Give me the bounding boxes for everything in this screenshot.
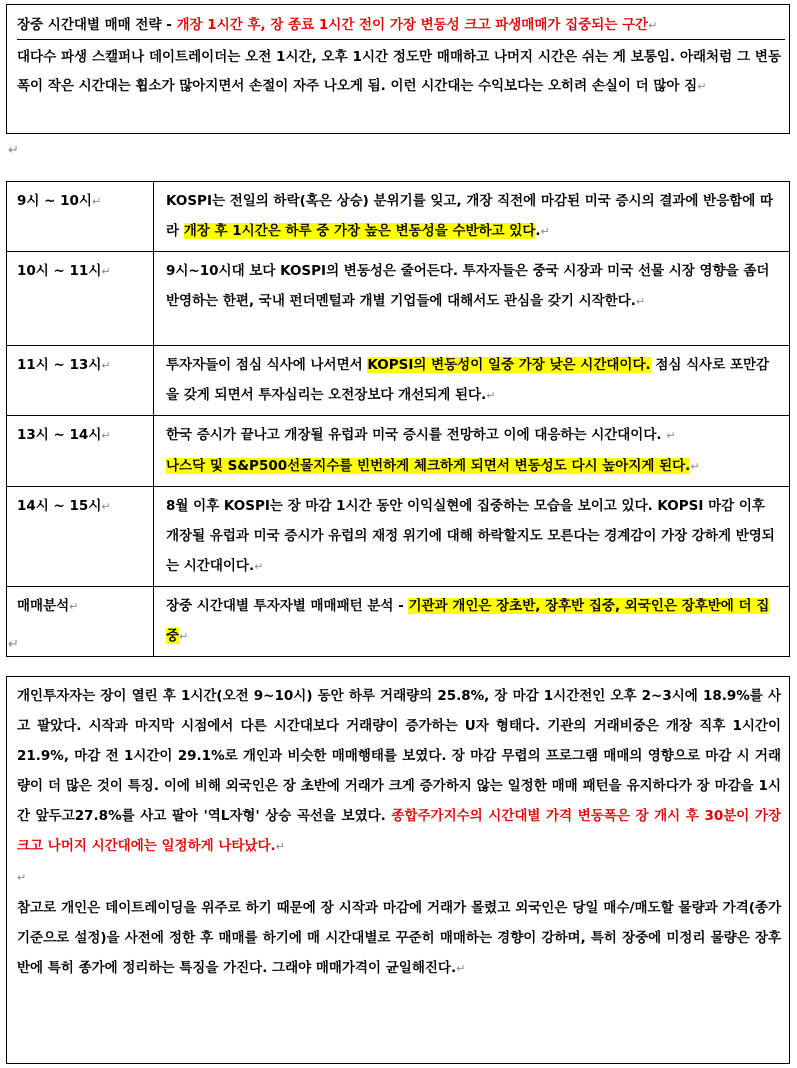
- table-row-content: [154, 346, 790, 416]
- paragraph-mark: ↵: [91, 195, 102, 208]
- row-highlight: 나스닥 및 S&P500선물지수를 빈번하게 체크하게 되면서 변동성도 다시 높아지게 된다.: [166, 458, 691, 474]
- row-highlight: 기관과 개인은 장초반, 장후반 집중, 외국인은 장후반에 더 집중: [166, 598, 770, 644]
- bottom-box: [6, 676, 790, 1064]
- table-row-label: [7, 587, 154, 657]
- paragraph-mark: ↵: [635, 295, 646, 308]
- row-text: 한국 증시가 끝나고 개장될 유럽과 미국 증시를 전망하고 이에 대응하는 시간대이다.: [166, 427, 667, 443]
- row-text: 장중 시간대별 투자자별 매매패턴 분석 -: [166, 598, 409, 614]
- table-row-label: [7, 346, 154, 416]
- paragraph-mark: ↵: [101, 429, 111, 442]
- bottom-paragraph-1: 개인투자자는 장이 열린 후 1시간(오전 9~10시) 동안 하루 거래량의 25.8%, 장 마감 1시간전인 오후 2~3시에 18.9%를 사고 팔았다. 시작과 마지막 시점에서 다른 시간대보다 거래량이 증가하는 U자 형태다. 기관의 거래비중은 개장 직후 1시간이 21.9%, 마감 전 1시간이 29.1%로 개인과 비슷한 매매행태를 보였다. 장 마감 무렵의 프로그램 매매의 영향으로 마감 시 거래량이 더 많은 것이 특징. 이에 비해 외국인은 장 초반에 거래가 크게 증가하지 않는 일정한 매매 패턴을 유지하다가 장 마감을 1시간 앞두고27.8%를 사고 팔아 '역L자형' 상승 곡선을 보였다.: [17, 688, 781, 824]
- paragraph-mark: ↵: [540, 225, 550, 238]
- paragraph-mark: ↵: [486, 389, 496, 402]
- row-label-text: 9시 ~ 10시: [17, 193, 92, 209]
- row-text: .: [535, 223, 541, 239]
- row-highlight: 개장 후 1시간은 하루 중 가장 높은 변동성을 수반하고 있다: [183, 223, 536, 239]
- table-row: [7, 487, 790, 587]
- paragraph-mark: ↵: [179, 630, 189, 643]
- paragraph-mark: ↵: [254, 560, 264, 573]
- paragraph-mark: ↵: [101, 359, 111, 372]
- table-row: [7, 587, 790, 657]
- table-row: [7, 252, 790, 346]
- row-text: 9시~10시대 보다 KOSPI의 변동성은 줄어든다. 투자자들은 중국 시장과 미국 선물 시장 영향을 좀더 반영하는 한편, 국내 펀더멘털과 개별 기업들에 대해서도 관심을 갖기 시작한다.: [166, 263, 770, 309]
- table-row-label: [7, 252, 154, 346]
- paragraph-mark: ↵: [8, 143, 19, 158]
- row-label-text: 13시 ~ 14시: [17, 427, 102, 443]
- row-text: KOSPI는 전일의 하락(혹은 상승) 분위기를 잊고, 개장 직전에 마감된 미국 증시의 결과에 반응함에 따라: [166, 193, 774, 239]
- table-row-label: [7, 416, 154, 487]
- row-label-text: 10시 ~ 11시: [17, 263, 102, 279]
- header-body: [17, 43, 781, 101]
- time-table: [6, 181, 790, 657]
- bottom-paragraph-1-highlight: 종합주가지수의 시간대별 가격 변동폭은 장 개시 후 30분이 가장 크고 나머지 시간대에는 일정하게 나타났다.: [17, 808, 781, 854]
- header-body-text: 대다수 파생 스캘퍼나 데이트레이더는 오전 1시간, 오후 1시간 정도만 매매하고 나머지 시간은 쉬는 게 보통임. 아래처럼 그 변동폭이 작은 시간대는 휩소가 많아지면서 손절이 자주 나오게 됨. 이런 시간대는 수익보다는 오히려 손실이 더 많아 짐: [17, 49, 781, 94]
- header-box: [6, 4, 790, 134]
- table-row-content: [154, 182, 790, 252]
- paragraph-mark: ↵: [275, 840, 285, 853]
- paragraph-mark: ↵: [69, 600, 79, 613]
- paragraph-mark: ↵: [456, 962, 466, 975]
- table-row-content: [154, 487, 790, 587]
- table-row-content: [154, 416, 790, 487]
- row-label-text: 11시 ~ 13시: [17, 357, 102, 373]
- header-title: [17, 11, 785, 40]
- header-title-prefix: 장중 시간대별 매매 전략 -: [17, 17, 177, 33]
- table-row: [7, 182, 790, 252]
- paragraph-mark: ↵: [690, 460, 700, 473]
- bottom-paragraph-2: 참고로 개인은 데이트레이딩을 위주로 하기 때문에 장 시작과 마감에 거래가 몰렸고 외국인은 당일 매수/매도할 물량과 가격(종가기준으로 설정)을 사전에 정한 후 매매를 하기에 매 시간대별로 꾸준히 매매하는 경향이 강하며, 특히 장중에 미정리 물량은 장후반에 특히 종가에 정리하는 특징을 가진다. 그래야 매매가격이 균일해진다.: [17, 900, 781, 976]
- table-row-label: [7, 487, 154, 587]
- paragraph-mark: ↵: [648, 19, 658, 32]
- table-row-content: [154, 587, 790, 657]
- table-row-content: [154, 252, 790, 346]
- paragraph-mark: ↵: [101, 500, 111, 513]
- paragraph-mark: ↵: [101, 265, 111, 278]
- row-text: 8월 이후 KOSPI는 장 마감 1시간 동안 이익실현에 집중하는 모습을 보이고 있다. KOPSI 마감 이후 개장될 유럽과 미국 증시가 유럽의 재정 위기에 대해 하락할지도 모른다는 경계감이 가장 강하게 반영되는 시간대이다.: [166, 498, 775, 574]
- row-label-text: 14시 ~ 15시: [17, 498, 102, 514]
- paragraph-mark: ↵: [697, 80, 707, 93]
- header-title-highlight: 개장 1시간 후, 장 종료 1시간 전이 가장 변동성 크고 파생매매가 집중되는 구간: [176, 17, 649, 33]
- table-row: [7, 346, 790, 416]
- row-text: 점심 식사로 포만감을 갖게 되면서 투자심리는 오전장보다 개선되게 된다.: [166, 357, 770, 403]
- row-label-text: 매매분석: [17, 598, 70, 614]
- table-row-label: [7, 182, 154, 252]
- row-text: 투자자들이 점심 식사에 나서면서: [166, 357, 368, 373]
- paragraph-mark: ↵: [17, 871, 27, 884]
- bottom-body: [17, 681, 781, 984]
- row-highlight: KOPSI의 변동성이 일중 가장 낮은 시간대이다.: [367, 357, 651, 373]
- paragraph-mark: ↵: [666, 429, 676, 442]
- table-row: [7, 416, 790, 487]
- paragraph-mark: ↵: [8, 637, 19, 652]
